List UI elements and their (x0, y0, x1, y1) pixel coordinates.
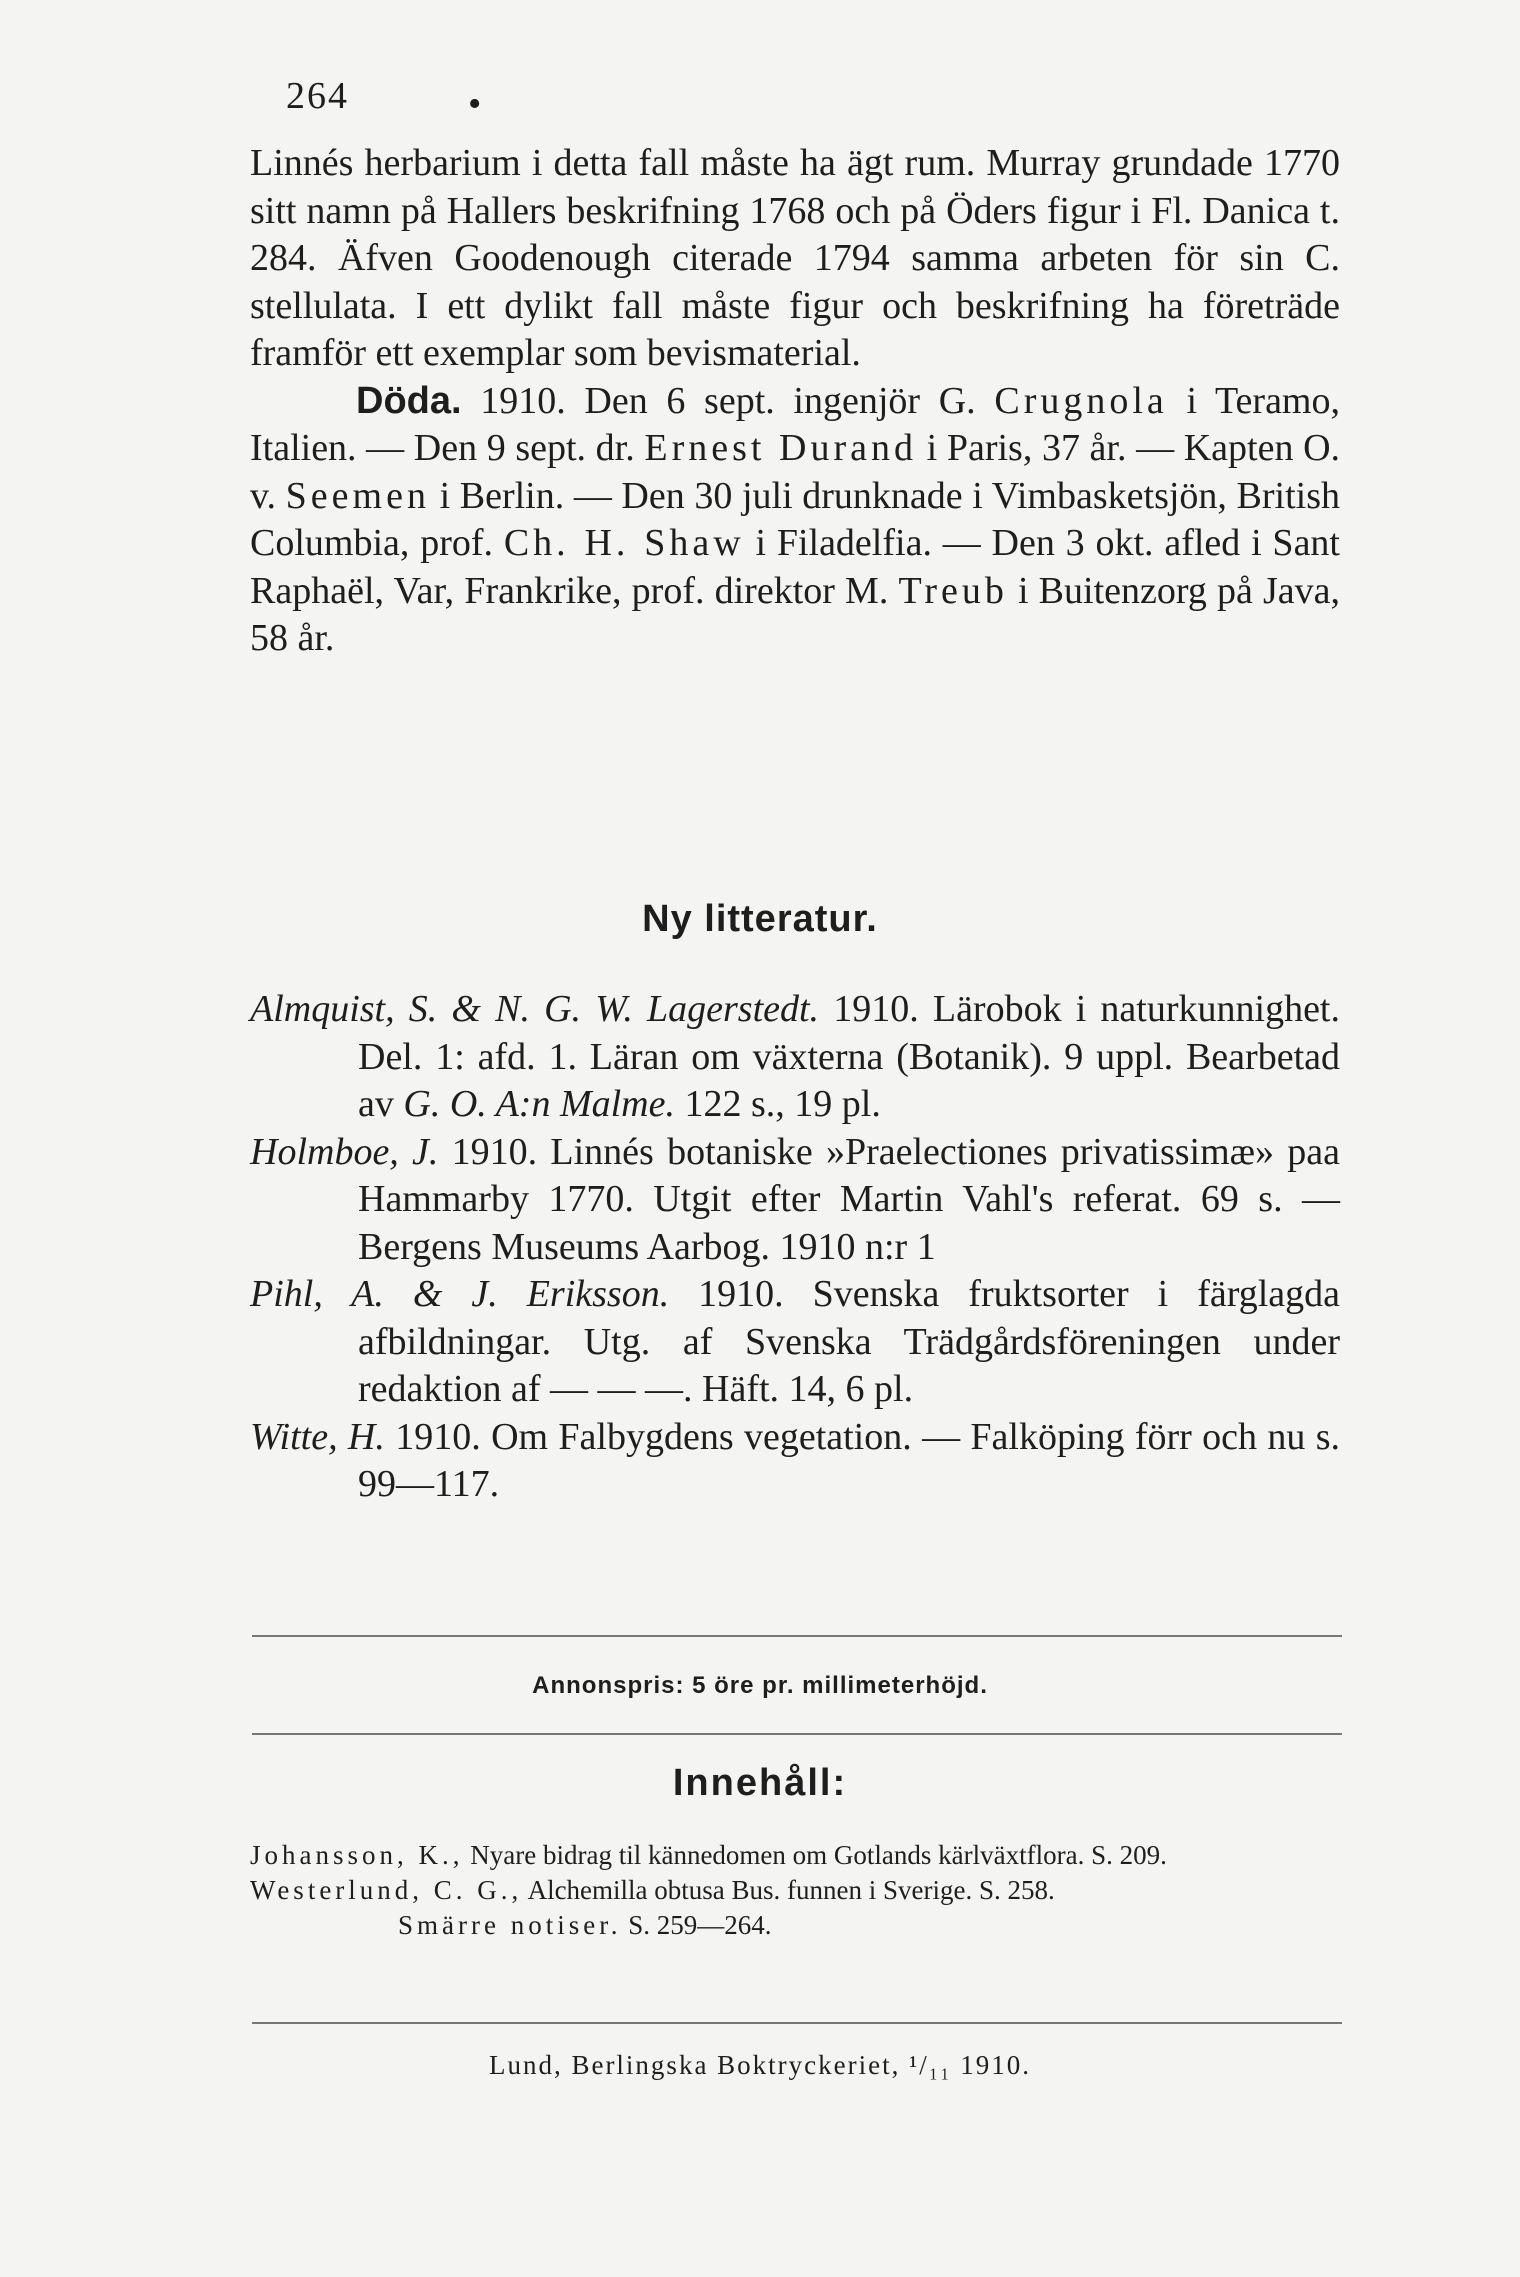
obituaries-heading: Döda. (356, 379, 462, 422)
contents-text: Nyare bidrag til kännedomen om Gotlands kärlväxtflora. S. 209. (463, 1840, 1167, 1870)
contents-list (250, 1838, 1352, 1943)
obit-name: Ch. H. Shaw (503, 522, 745, 564)
obituaries-paragraph (250, 378, 1340, 663)
obit-name: Treub (898, 569, 1008, 612)
obit-name: Ernest Durand (644, 427, 918, 469)
imprint: Lund, Berlingska Boktryckeriet, ¹/₁₁ 1910. (488, 2050, 1032, 2080)
contents-item (250, 1908, 1352, 1943)
contents-text: Alchemilla obtusa Bus. funnen i Sverige. S. 258. (522, 1875, 1055, 1905)
literature-entry (250, 1414, 1340, 1509)
obit-text: i Buitenzorg på Java, 58 år. (250, 569, 1340, 659)
page-dot: • (468, 83, 482, 125)
contents-small-label: Smärre notiser. (398, 1910, 622, 1940)
contents-author: Westerlund, C. G., (250, 1875, 523, 1905)
entry-text: 1910. Lärobok i naturkunnighet. Del. 1: afd. 1. Läran om växterna (Botanik). 9 uppl. Bearbetad av (358, 988, 1340, 1125)
body-text (250, 140, 1340, 663)
obit-name: Crugnola (994, 379, 1168, 422)
contents-item (250, 1838, 1352, 1873)
literature-entry (250, 986, 1340, 1129)
entry-text: 1910. Om Falbygdens vegetation. — Falköping förr och nu s. 99—117. (358, 1415, 1341, 1505)
intro-paragraph: Linnés herbarium i detta fall måste ha ägt rum. Murray grundade 1770 sitt namn på Hallers beskrifning 1768 och på Öders figur i Fl. Danica t. 284. Äfven Goodenough citerade 1794 samma arbeten för sin C. stellulata. I ett dylikt fall måste figur och beskrifning ha företräde framför ett exemplar som bevismaterial. (250, 142, 1340, 374)
obit-text: i Teramo, Italien. — Den 9 sept. dr. (250, 379, 1340, 469)
literature-entry (250, 1271, 1340, 1414)
contents-item (250, 1873, 1352, 1908)
page-number: 264 (286, 75, 349, 117)
obit-text: i Berlin. — Den 30 juli drunknade i Vimbasketsjön, British Columbia, prof. (250, 474, 1340, 564)
obit-name: Seemen (285, 474, 430, 517)
advert-price: Annonspris: 5 öre pr. millimeterhöjd. (532, 1672, 988, 1699)
entry-editor: G. O. A:n Malme. (403, 1083, 675, 1125)
obit-text: i Paris, 37 år. — Kapten O. v. (250, 427, 1341, 517)
divider (252, 2022, 1342, 2024)
literature-entry (250, 1129, 1340, 1272)
divider (252, 1733, 1342, 1735)
contents-small-pages: S. 259—264. (621, 1910, 772, 1940)
entry-author: Witte, H. (250, 1415, 385, 1458)
literature-list (250, 986, 1340, 1509)
literature-title: Ny litteratur. (642, 898, 878, 940)
entry-text: 1910. Linnés botaniske »Praelectiones privatissimæ» paa Hammarby 1770. Utgit efter Martin Vahl's referat. 69 s. — Bergens Museums Aarbog. 1910 n:r 1 (358, 1130, 1340, 1268)
entry-rest: 122 s., 19 pl. (674, 1083, 881, 1125)
entry-author: Almquist, S. & N. G. W. Lagerstedt. (250, 988, 820, 1030)
entry-author: Holmboe, J. (250, 1130, 439, 1173)
contents-title: Innehåll: (672, 1762, 848, 1804)
divider (252, 1635, 1342, 1637)
contents-author: Johansson, K., (250, 1840, 464, 1870)
obit-text: i Filadelfia. — Den 3 okt. afled i Sant Raphaël, Var, Frankrike, prof. direktor M. (250, 522, 1340, 612)
entry-author: Pihl, A. & J. Eriksson. (250, 1273, 670, 1315)
obit-text: 1910. Den 6 sept. ingenjör G. (461, 379, 995, 422)
entry-text: 1910. Svenska fruktsorter i färglagda afbildningar. Utg. af Svenska Trädgårdsföreningen under redaktion af — — —. Häft. 14, 6 pl. (358, 1273, 1340, 1410)
